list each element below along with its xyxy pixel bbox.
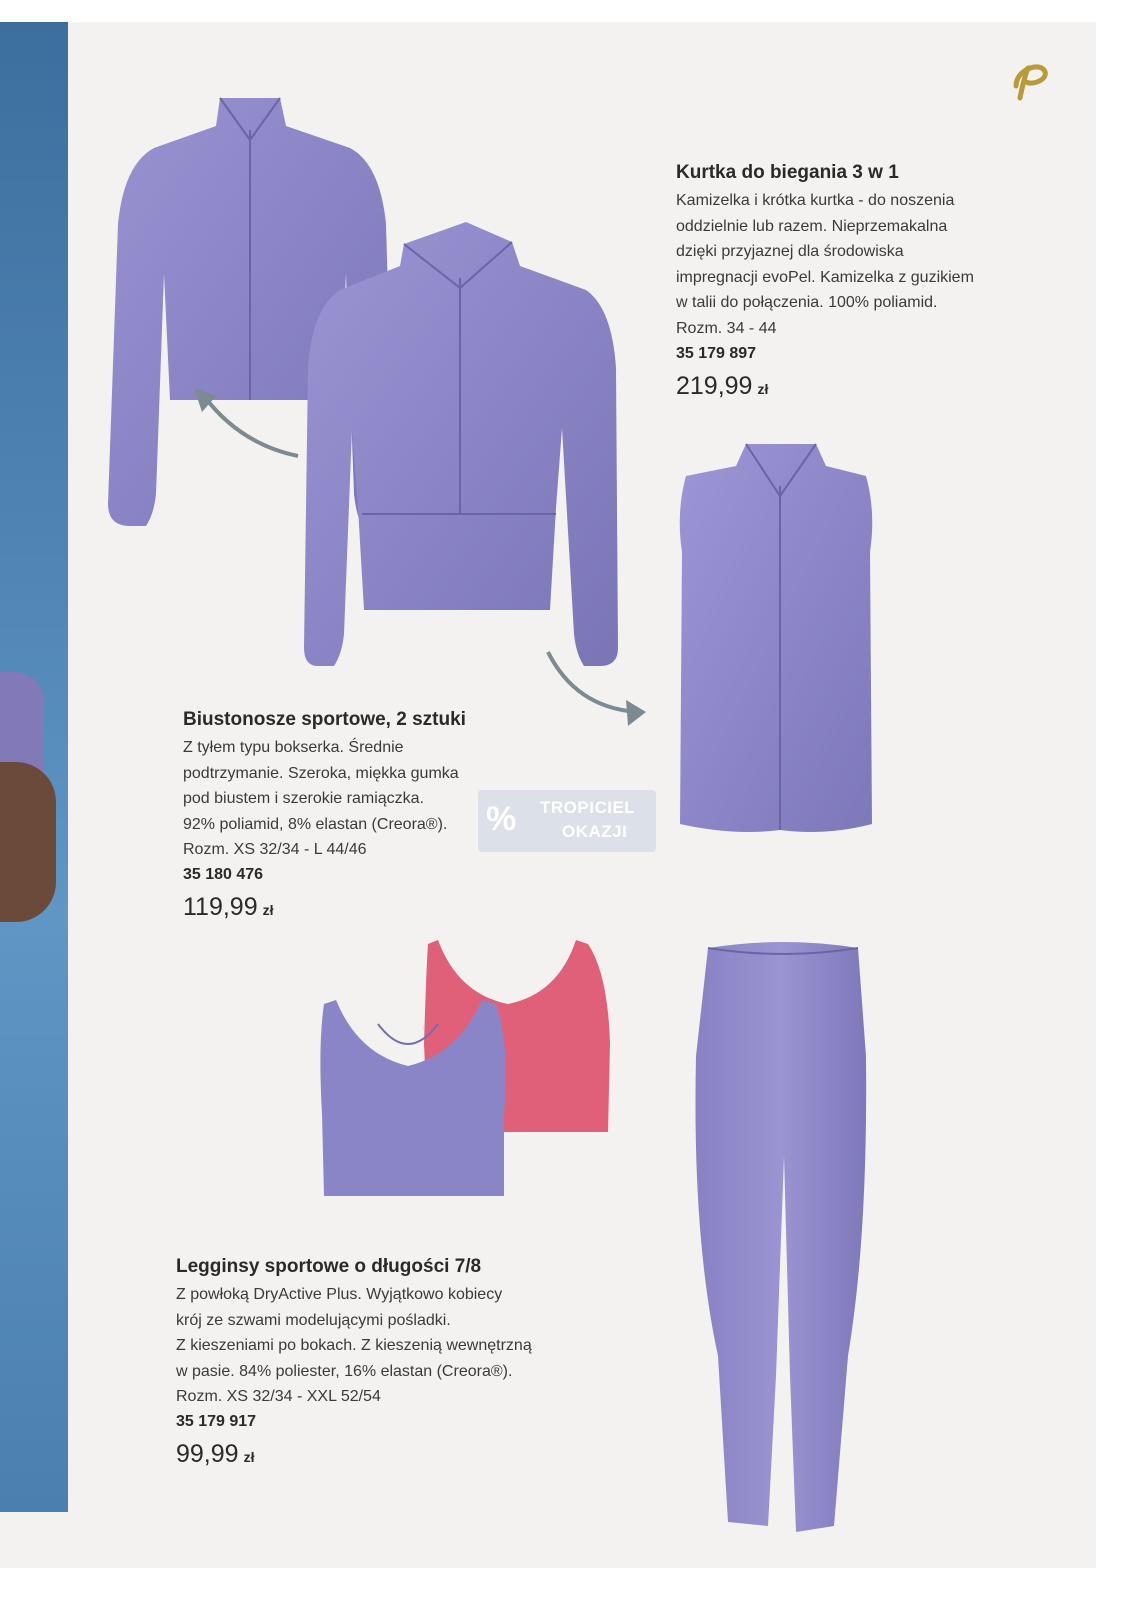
sports-bras-image [318, 934, 628, 1224]
product-price [176, 1440, 656, 1469]
product-sizes: Rozm. XS 32/34 - L 44/46 [183, 841, 367, 858]
watermark-badge [478, 790, 656, 852]
product-description: Z tyłem typu bokserka. Średnie podtrzymanie. Szeroka, miękka gumka pod biustem i szerokie ramiączka. 92% poliamid, 8% elastan (Creora®). [183, 739, 459, 833]
brand-logo-icon [1008, 56, 1054, 102]
price-value: 99,99 [176, 1440, 239, 1468]
price-currency: zł [243, 1449, 255, 1465]
catalog-page [0, 22, 1096, 1568]
price-value: 219,99 [676, 371, 753, 400]
combined-jacket-image [300, 208, 620, 678]
vest-image [676, 432, 886, 842]
watermark-symbol: % [486, 800, 517, 838]
product-price [676, 372, 1076, 401]
product-leggings [176, 1256, 656, 1469]
product-code: 35 180 476 [183, 866, 264, 883]
watermark-line1: TROPICIEL [540, 798, 636, 817]
product-description: Z powłoką DryActive Plus. Wyjątkowo kobiecy krój ze szwami modelującymi pośladki. Z kieszeniami po bokach. Z kieszenią wewnętrzną w pasie. 84% poliester, 16% elastan (Creora®). [176, 1286, 532, 1380]
arrow-left-icon [190, 384, 310, 464]
leggings-image [688, 936, 878, 1546]
arrow-right-icon [542, 646, 652, 736]
product-code: 35 179 897 [676, 344, 757, 362]
product-sizes: Rozm. XS 32/34 - XXL 52/54 [176, 1388, 381, 1405]
product-code: 35 179 917 [176, 1413, 257, 1430]
product-name: Legginsy sportowe o długości 7/8 [176, 1256, 482, 1277]
watermark-line2: OKAZJI [562, 822, 628, 841]
product-name: Kurtka do biegania 3 w 1 [676, 162, 899, 183]
price-value: 119,99 [183, 893, 258, 921]
product-price [183, 893, 543, 922]
price-currency: zł [757, 380, 769, 397]
product-jacket [676, 162, 1076, 401]
price-currency: zł [262, 902, 274, 918]
product-name: Biustonosze sportowe, 2 sztuki [183, 709, 466, 730]
product-sizes: Rozm. 34 - 44 [676, 319, 777, 337]
model-hand [0, 762, 56, 922]
product-description: Kamizelka i krótka kurtka - do noszenia oddzielnie lub razem. Nieprzemakalna dzięki przyjaznej dla środowiska impregnacji evoPel. Kamizelka z guzikiem w talii do połączenia. 100% poliamid. [676, 192, 974, 311]
